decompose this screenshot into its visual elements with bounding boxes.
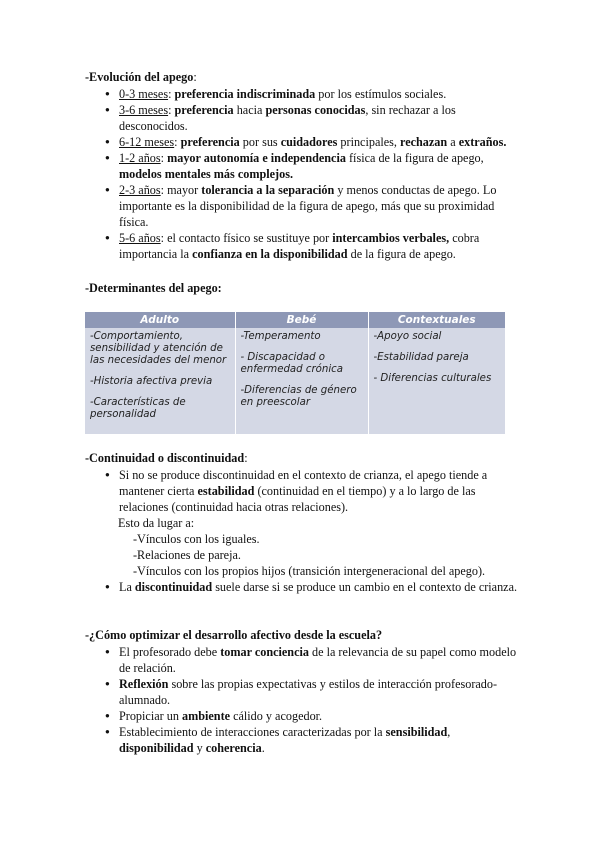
list-item: ● 0-3 meses: preferencia indiscriminada por los estímulos sociales. bbox=[85, 86, 525, 102]
table-cell-adulto bbox=[85, 328, 235, 434]
list-item: ● 2-3 años: mayor tolerancia a la separación y menos conductas de apego. Lo importante es la disponibilidad de la figura de apego, más que su proximidad física. bbox=[85, 182, 525, 230]
sub-item: -Relaciones de pareja. bbox=[133, 548, 241, 562]
heading-determinantes: -Determinantes del apego: bbox=[85, 281, 222, 295]
table-cell-item: -Temperamento bbox=[240, 331, 321, 342]
list-item: ● 6-12 meses: preferencia por sus cuidadores principales, rechazan a extraños. bbox=[85, 134, 525, 150]
table-cell-item: - Discapacidad o enfermedad crónica bbox=[240, 352, 344, 375]
heading-optimizar: -¿Cómo optimizar el desarrollo afectivo desde la escuela? bbox=[85, 628, 383, 642]
table-cell-bebe bbox=[235, 328, 368, 434]
heading-continuidad: -Continuidad o discontinuidad: bbox=[85, 451, 248, 465]
list-item: ● 5-6 años: el contacto físico se sustituye por intercambios verbales, cobra importancia la confianza en la disponibilidad de la figura de apego. bbox=[85, 230, 525, 262]
table-header-contextuales: Contextuales bbox=[368, 312, 505, 328]
list-item: ● Reflexión sobre las propias expectativas y estilos de interacción profesorado-alumnado. bbox=[85, 676, 525, 708]
table-cell-item: - Diferencias culturales bbox=[373, 373, 492, 384]
table-header-bebe: Bebé bbox=[235, 312, 368, 328]
list-item: ● Establecimiento de interacciones caracterizadas por la sensibilidad, disponibilidad y coherencia. bbox=[85, 724, 525, 756]
table-cell-item: -Características de personalidad bbox=[90, 397, 186, 420]
table-header-adulto: Adulto bbox=[85, 312, 235, 328]
list-item: ● El profesorado debe tomar conciencia de la relevancia de su papel como modelo de relación. bbox=[85, 644, 525, 676]
list-continuidad bbox=[85, 467, 525, 595]
list-item: ● Propiciar un ambiente cálido y acogedor. bbox=[85, 708, 525, 724]
list-optimizar bbox=[85, 644, 525, 756]
lead-text: Esto da lugar a: bbox=[118, 516, 195, 530]
heading-evolucion: -Evolución del apego: bbox=[85, 70, 197, 84]
sub-item: -Vínculos con los iguales. bbox=[133, 532, 260, 546]
table-cell-item: -Comportamiento, sensibilidad y atención de las necesidades del menor bbox=[90, 331, 227, 366]
table-cell-item: -Diferencias de género en preescolar bbox=[240, 385, 357, 408]
table-cell-contextuales bbox=[368, 328, 505, 434]
list-item: ● La discontinuidad suele darse si se produce un cambio en el contexto de crianza. bbox=[85, 579, 525, 595]
list-evolucion bbox=[85, 86, 525, 262]
table-cell-item: -Apoyo social bbox=[373, 331, 442, 342]
table-cell-item: -Estabilidad pareja bbox=[373, 352, 469, 363]
sub-item: -Vínculos con los propios hijos (transición intergeneracional del apego). bbox=[133, 564, 486, 578]
determinantes-table bbox=[85, 312, 505, 434]
table-cell-item: -Historia afectiva previa bbox=[90, 376, 213, 387]
list-item: ● 1-2 años: mayor autonomía e independencia física de la figura de apego, modelos mentales más complejos. bbox=[85, 150, 525, 182]
list-item: ● 3-6 meses: preferencia hacia personas conocidas, sin rechazar a los desconocidos. bbox=[85, 102, 525, 134]
list-item: ● Si no se produce discontinuidad en el contexto de crianza, el apego tiende a mantener cierta estabilidad (continuidad en el tiempo) y a lo largo de las relaciones (continuidad hacia otras relaciones). Esto da lugar a: -Vínculos con los iguales. -Relaciones de pareja. -Vínculos con los propios hijos (transición intergeneracional del apego). bbox=[85, 467, 525, 579]
